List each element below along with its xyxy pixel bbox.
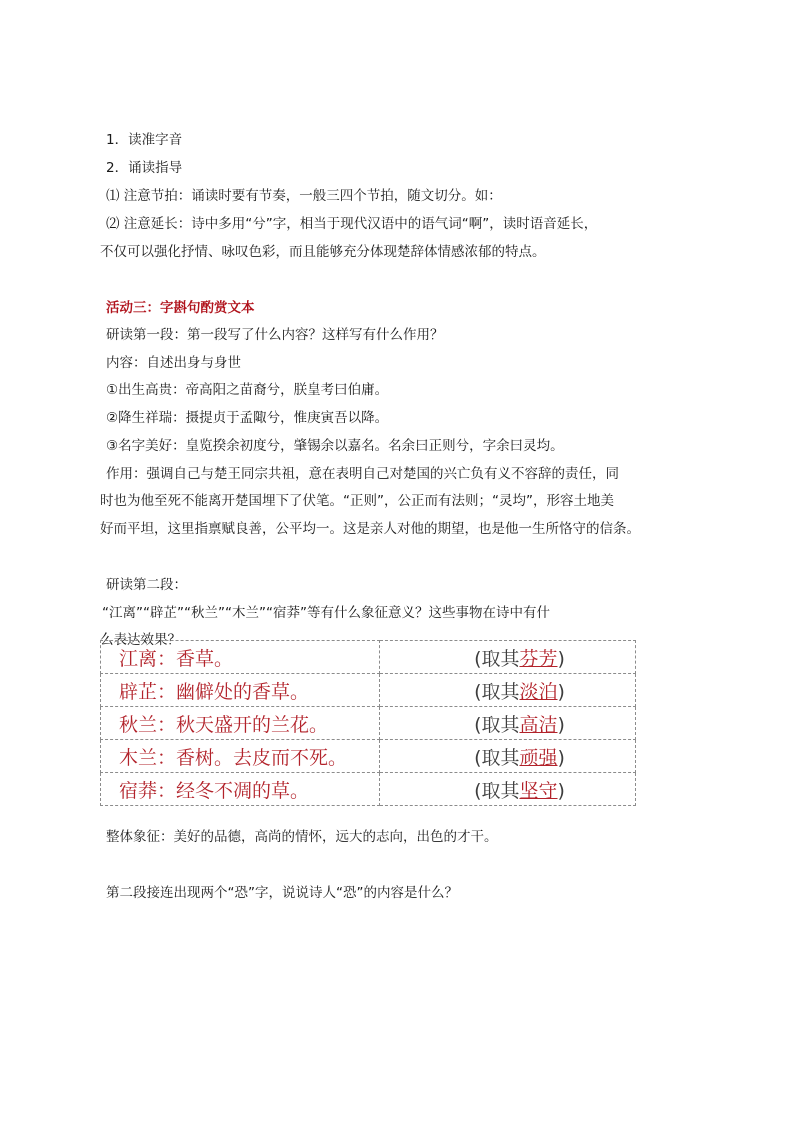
fear-question: 第二段接连出现两个“恐”字，说说诗人“恐”的内容是什么？ [106,885,458,901]
key-word: 坚守 [519,779,558,802]
effect-line-3: 好而平坦，这里指禀赋良善，公平均一。这是亲人对他的期望，也是他一生所恪守的信条。 [100,521,640,537]
key-word: 芬芳 [519,647,558,670]
term-cell: 秋兰：秋天盛开的兰花。 [101,707,380,740]
overall-symbolism: 整体象征：美好的品德，高尚的情怀，远大的志向，出色的才干。 [106,829,498,845]
table-row [101,740,636,773]
meaning-cell: (取其坚守) [380,773,636,806]
term-cell: 宿莽：经冬不凋的草。 [101,773,380,806]
prolong-tip: ⑵ 注意延长：诗中多用“兮”字，相当于现代汉语中的语气词“啊”，读时语音延长， [106,216,598,232]
term-cell: 江离：香草。 [101,641,380,674]
section-1-heading: 1．读准字音 [106,132,183,148]
term-cell: 辟芷：幽僻处的香草。 [101,674,380,707]
meaning-cell: (取其顽强) [380,740,636,773]
point-1: ①出生高贵：帝高阳之苗裔兮，朕皇考曰伯庸。 [106,382,389,398]
content-label: 内容：自述出身与身世 [106,355,241,371]
para2-label: 研读第二段： [106,577,187,593]
rhythm-tip: ⑴ 注意节拍：诵读时要有节奏，一般三四个节拍，随文切分。如： [106,188,502,204]
para1-question: 研读第一段：第一段写了什么内容？这样写有什么作用？ [106,327,444,343]
term-cell: 木兰：香树。去皮而不死。 [101,740,380,773]
key-word: 淡泊 [519,680,558,703]
meaning-cell: (取其淡泊) [380,674,636,707]
effect-line-2: 时也为他至死不能离开楚国埋下了伏笔。“正则”，公正而有法则；“灵均”，形容土地美 [100,493,614,509]
key-word: 顽强 [519,746,558,769]
table-row [101,707,636,740]
meaning-cell: (取其高洁) [380,707,636,740]
table-row [101,641,636,674]
symbol-table [100,640,636,806]
point-2: ②降生祥瑞：摄提贞于孟陬兮，惟庚寅吾以降。 [106,410,389,426]
section-2-heading: 2．诵读指导 [106,160,183,176]
table-row [101,674,636,707]
table-row [101,773,636,806]
activity-3-heading: 活动三：字斟句酌赏文本 [106,300,255,316]
para2-question-cont: 么表达效果？ [100,632,181,648]
key-word: 高洁 [519,713,558,736]
meaning-cell: (取其芬芳) [380,641,636,674]
point-3: ③名字美好：皇览揆余初度兮，肇锡余以嘉名。名余曰正则兮，字余曰灵均。 [106,438,564,454]
effect-line-1: 作用：强调自己与楚王同宗共祖，意在表明自己对楚国的兴亡负有义不容辞的责任，同 [106,466,619,482]
prolong-tip-cont: 不仅可以强化抒情、咏叹色彩，而且能够充分体现楚辞体情感浓郁的特点。 [100,244,546,260]
para2-question: “江离”“辟芷”“秋兰”“木兰”“宿莽”等有什么象征意义？这些事物在诗中有什 [102,605,550,621]
